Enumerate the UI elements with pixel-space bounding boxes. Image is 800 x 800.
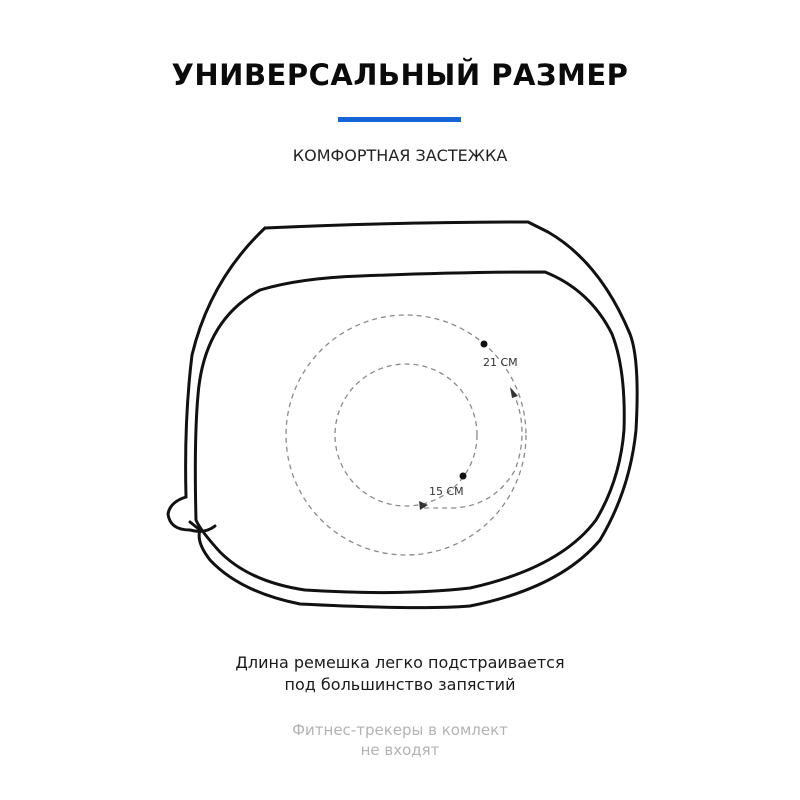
- disclaimer-text: [0, 720, 800, 760]
- max-size-label: 21 СМ: [483, 356, 518, 369]
- strap-outline: [168, 222, 637, 608]
- description-text: [0, 652, 800, 696]
- disclaimer-line-2: не входят: [360, 741, 440, 759]
- description-line-2: под большинство запястий: [284, 675, 516, 694]
- page-subtitle: КОМФОРТНАЯ ЗАСТЕЖКА: [292, 146, 508, 165]
- max-size-circle: [286, 315, 526, 555]
- disclaimer-line-1: Фитнес-трекеры в комлект: [292, 721, 508, 739]
- description-line-1: Длина ремешка легко подстраивается: [235, 653, 565, 672]
- max-size-marker: [481, 341, 488, 348]
- min-size-label: 15 СМ: [429, 485, 464, 498]
- page-title: УНИВЕРСАЛЬНЫЙ РАЗМЕР: [171, 58, 629, 92]
- min-size-marker: [460, 473, 467, 480]
